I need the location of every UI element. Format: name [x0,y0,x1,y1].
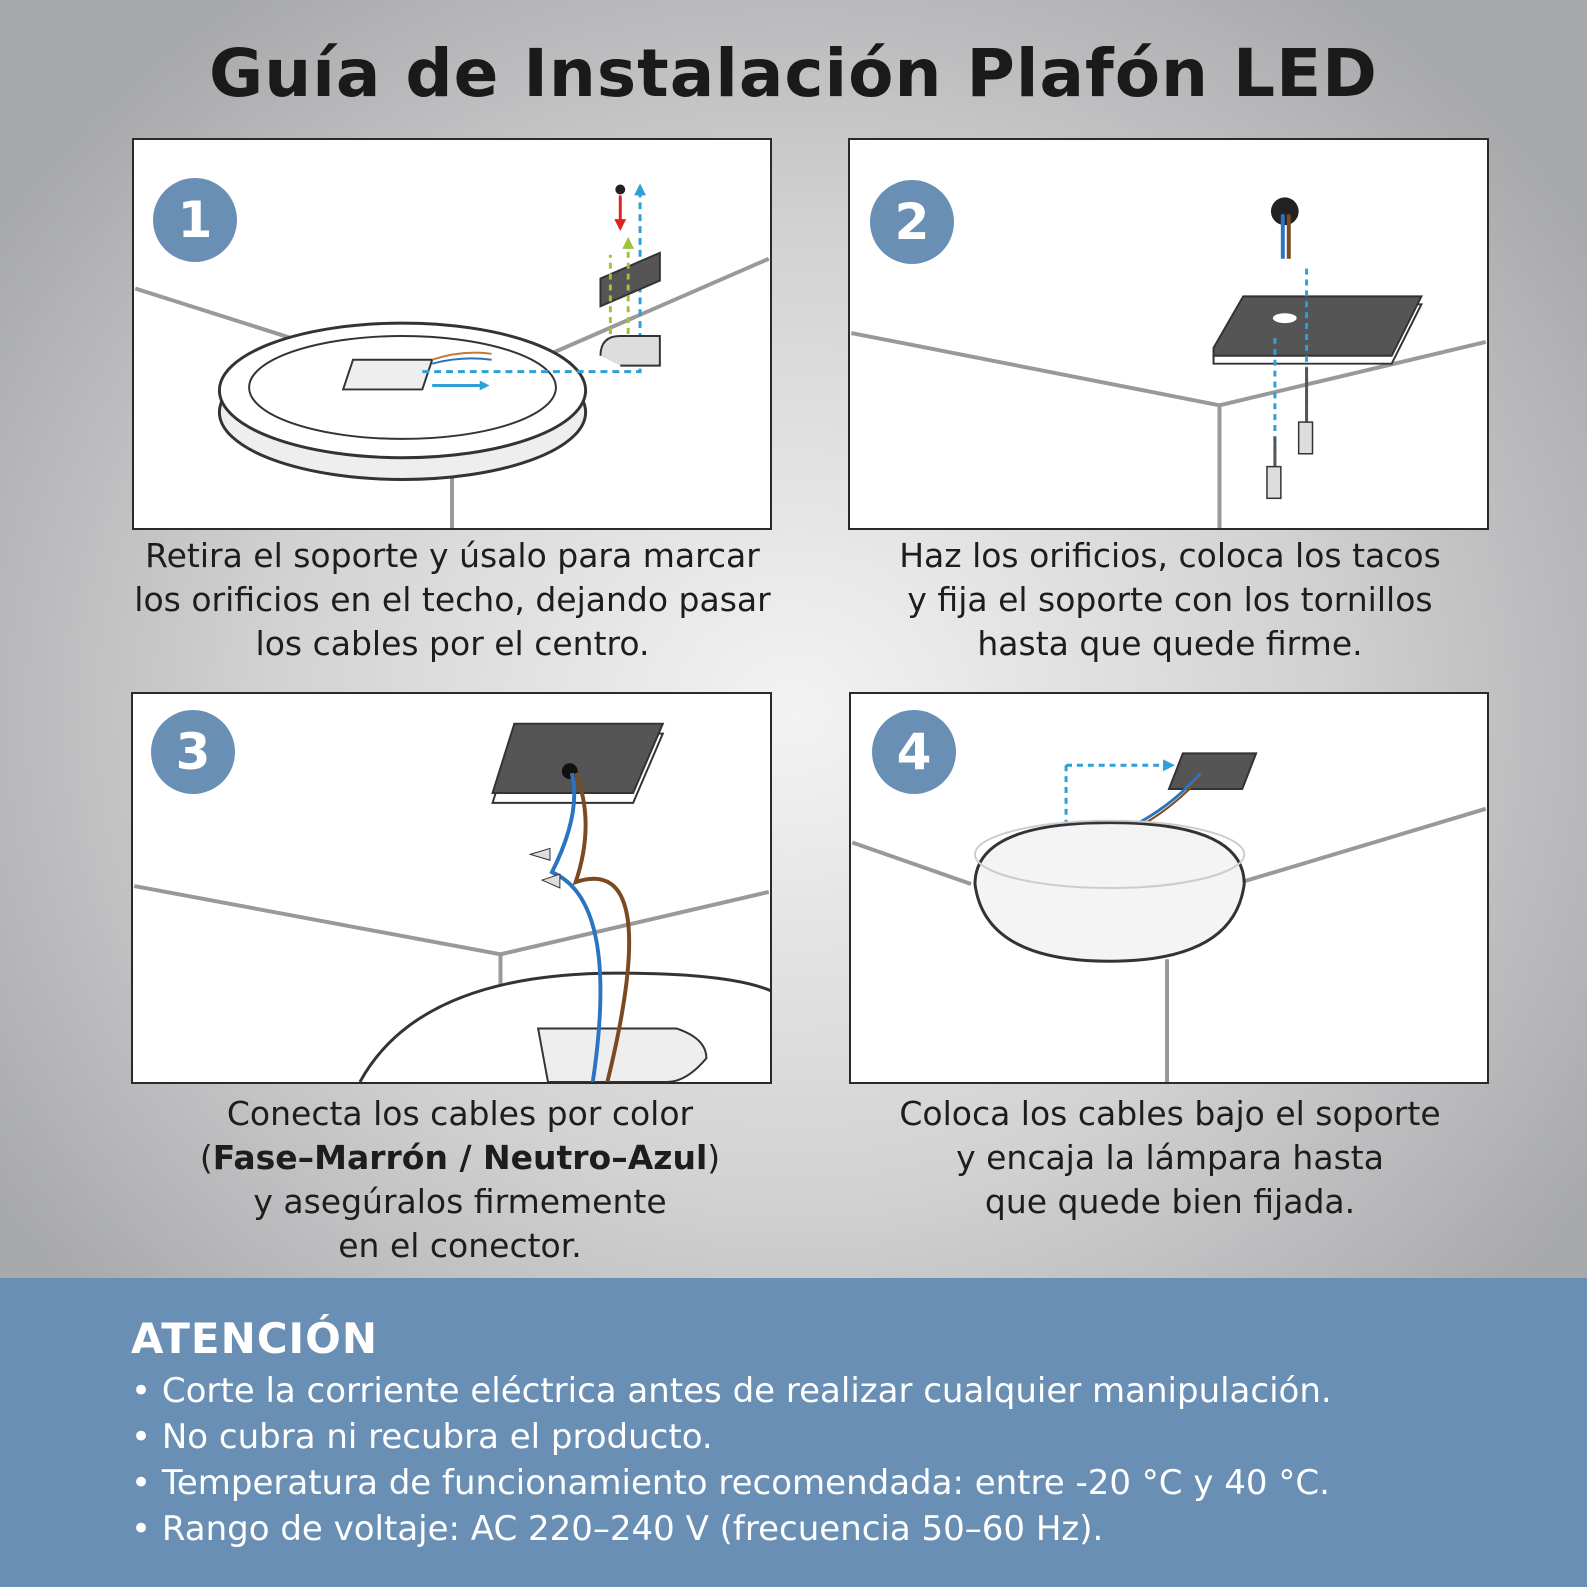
caption-line: los orificios en el techo, dejando pasar [134,580,771,619]
connector-icon [530,848,550,860]
caption-line: que quede bien fijada. [984,1182,1356,1221]
step-2-badge: 2 [870,180,954,264]
step-3-caption [120,1092,800,1268]
bracket-icon [343,360,432,390]
attention-item: • Rango de voltaje: AC 220–240 V (frecuencia 50–60 Hz). [131,1509,1104,1549]
caption-line-bold [120,1136,800,1180]
step-3-illustration [131,692,772,1084]
paren-open: ( [199,1138,213,1177]
connector-icon [542,874,560,888]
step-4-illustration [849,692,1489,1084]
attention-title: ATENCIÓN [131,1314,379,1363]
caption-line: Haz los orificios, coloca los tacos [899,536,1441,575]
paren-close: ) [707,1138,721,1177]
wall-plug-icon [1267,467,1281,499]
caption-line: y fija el soporte con los tornillos [907,580,1433,619]
wall-plug-icon [1299,422,1313,454]
step-1-illustration [132,138,772,530]
page-title: Guía de Instalación Plafón LED [209,35,1378,112]
caption-line: Coloca los cables bajo el soporte [899,1094,1441,1133]
step-1-badge: 1 [153,178,237,262]
caption-line: hasta que quede firme. [977,624,1363,663]
attention-item: • Corte la corriente eléctrica antes de realizar cualquier manipulación. [131,1371,1332,1411]
attention-list [131,1368,1332,1552]
bracket-icon [1169,753,1256,789]
caption-line: Retira el soporte y úsalo para marcar [145,536,760,575]
caption-line: los cables por el centro. [255,624,650,663]
caption-line: Conecta los cables por color [226,1094,694,1133]
step-1-caption [100,534,805,666]
attention-box [0,1278,1587,1587]
attention-item: • Temperatura de funcionamiento recomendada: entre -20 °C y 40 °C. [131,1463,1330,1503]
step-2-illustration [848,138,1489,530]
attention-item: • No cubra ni recubra el producto. [131,1417,713,1457]
step-4-caption [840,1092,1500,1224]
lamp-dome-icon [975,823,1244,962]
caption-line: y asegúralos firmemente [253,1182,667,1221]
step-4-badge: 4 [872,710,956,794]
wire-color-legend: Fase–Marrón / Neutro–Azul [212,1138,708,1177]
step-2-caption [840,534,1500,666]
step-3-badge: 3 [151,710,235,794]
caption-line: en el conector. [338,1226,582,1265]
caption-line: y encaja la lámpara hasta [956,1138,1384,1177]
